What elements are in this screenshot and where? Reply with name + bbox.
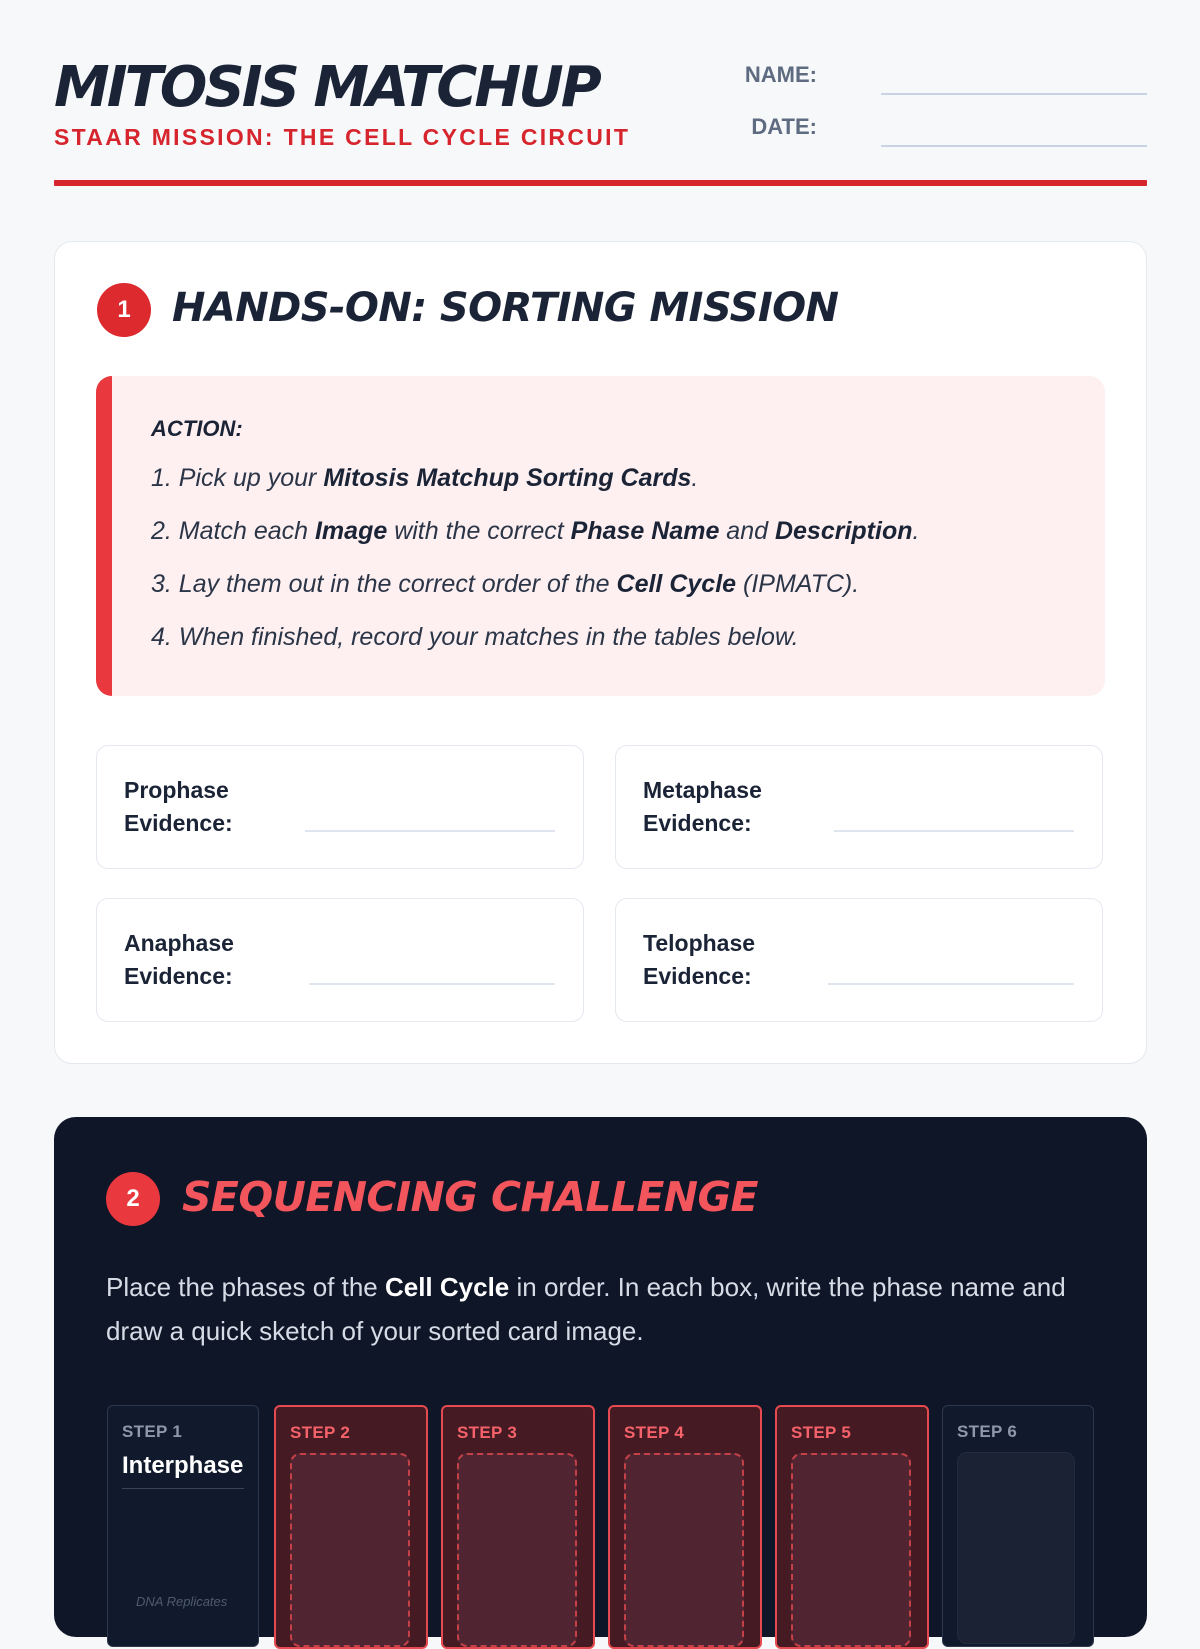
page-subtitle: STAAR MISSION: THE CELL CYCLE CIRCUIT — [54, 124, 631, 150]
section-title: SEQUENCING CHALLENGE — [182, 1173, 758, 1221]
sequence-step-3 — [441, 1405, 595, 1649]
evidence-answer-line[interactable] — [828, 983, 1074, 985]
step-note: DNA Replicates — [136, 1594, 228, 1609]
evidence-label: Prophase Evidence: — [124, 777, 233, 836]
section-title: HANDS-ON: SORTING MISSION — [172, 285, 839, 331]
action-label: ACTION: — [151, 416, 243, 441]
instruction-step-1: 1. Pick up your Mitosis Matchup Sorting Cards. — [151, 464, 699, 492]
sequence-step-4 — [608, 1405, 762, 1649]
step-phase-name: Interphase — [122, 1452, 244, 1489]
step-label: STEP 3 — [457, 1423, 518, 1442]
section-instructions: Place the phases of the Cell Cycle in order. In each box, write the phase name and draw a quick sketch of your sorted card image. — [106, 1272, 1066, 1346]
sketch-area[interactable] — [290, 1453, 410, 1647]
sequence-step-6 — [942, 1405, 1094, 1647]
instruction-step-4: 4. When finished, record your matches in the tables below. — [151, 623, 799, 651]
anaphase-evidence-box — [96, 898, 584, 1022]
step-label: STEP 4 — [624, 1423, 685, 1442]
header-divider — [54, 180, 1147, 186]
prophase-evidence-box — [96, 745, 584, 869]
step-label: STEP 6 — [957, 1422, 1018, 1441]
sequence-step-2 — [274, 1405, 428, 1649]
date-label: DATE: — [751, 114, 817, 139]
sorting-mission-card — [54, 241, 1147, 1064]
sequence-step-1 — [107, 1405, 259, 1647]
sketch-area[interactable] — [624, 1453, 744, 1647]
metaphase-evidence-box — [615, 745, 1103, 869]
evidence-label: Anaphase Evidence: — [124, 930, 234, 989]
action-accent-bar — [96, 376, 112, 696]
evidence-answer-line[interactable] — [834, 830, 1074, 832]
section-number-badge: 2 — [106, 1172, 160, 1226]
telophase-evidence-box — [615, 898, 1103, 1022]
name-label: NAME: — [744, 62, 817, 87]
action-instructions — [96, 376, 1105, 696]
evidence-answer-line[interactable] — [309, 983, 555, 985]
sequence-step-5 — [775, 1405, 929, 1649]
section-number-badge: 1 — [97, 283, 151, 337]
instruction-step-2: 2. Match each Image with the correct Phase Name and Description. — [151, 517, 920, 545]
date-field[interactable] — [734, 110, 1147, 150]
worksheet-header — [54, 56, 1147, 188]
page-title: MITOSIS MATCHUP — [54, 55, 599, 120]
evidence-answer-line[interactable] — [305, 830, 555, 832]
date-input-line[interactable] — [881, 145, 1147, 147]
evidence-label: Telophase Evidence: — [643, 930, 756, 989]
name-input-line[interactable] — [881, 93, 1147, 95]
sketch-area[interactable] — [457, 1453, 577, 1647]
name-field[interactable] — [734, 58, 1147, 98]
sketch-area[interactable] — [957, 1452, 1075, 1644]
evidence-label: Metaphase Evidence: — [643, 777, 762, 836]
step-label: STEP 5 — [791, 1423, 852, 1442]
step-label: STEP 2 — [290, 1423, 351, 1442]
sketch-area[interactable] — [791, 1453, 911, 1647]
step-label: STEP 1 — [122, 1422, 183, 1441]
instruction-step-3: 3. Lay them out in the correct order of the Cell Cycle (IPMATC). — [151, 570, 860, 598]
